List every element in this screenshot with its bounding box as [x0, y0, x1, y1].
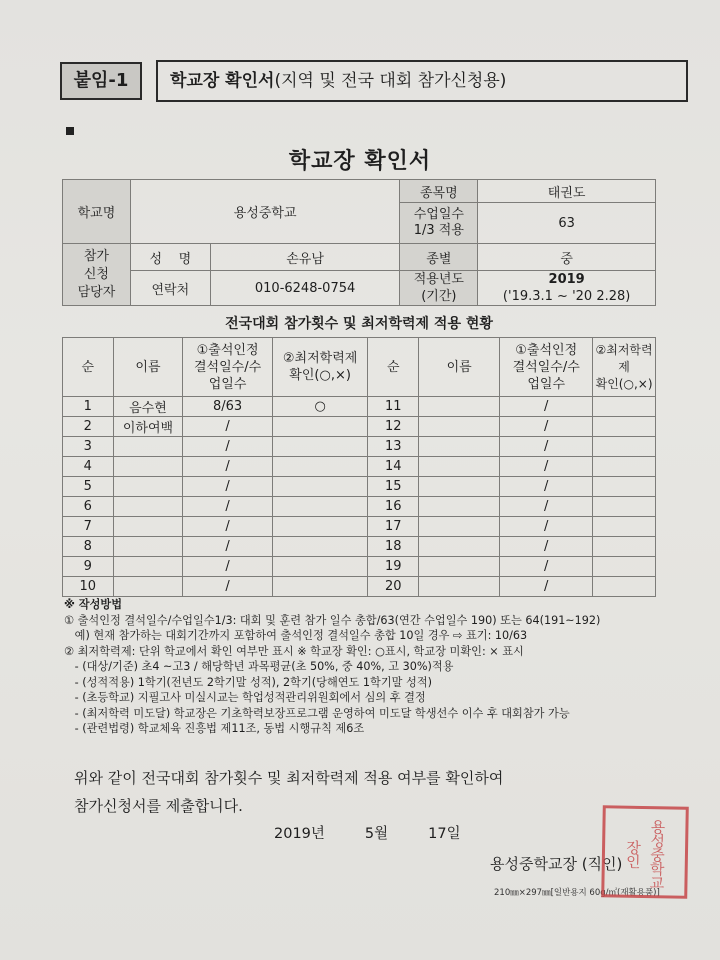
note-line: - (성적적용) 1학기(전년도 2학기말 성적), 2학기(당해연도 1학기말 성적) — [64, 675, 432, 689]
square-bullet-icon — [66, 127, 74, 135]
row-attendance: / — [183, 497, 273, 517]
note-line: - (초등학교) 지필고사 미실시교는 학업성적관리위원회에서 심의 후 결정 — [64, 691, 426, 704]
row-name: 음수현 — [113, 397, 183, 417]
row-no: 19 — [368, 557, 419, 577]
row-no: 17 — [368, 517, 419, 537]
table-row — [63, 437, 656, 457]
row-name — [419, 497, 500, 517]
row-name — [113, 437, 183, 457]
row-attendance: / — [183, 437, 273, 457]
row-min-academic — [272, 457, 368, 477]
writing-instructions — [64, 597, 704, 737]
name-label: 성 명 — [130, 244, 210, 271]
col-attendance: ①출석인정 결석일수/수 업일수 — [500, 338, 593, 397]
row-no: 18 — [368, 537, 419, 557]
days-value: 63 — [478, 203, 656, 244]
row-attendance: / — [183, 417, 273, 437]
attachment-header — [60, 60, 688, 102]
event-value: 태권도 — [478, 180, 656, 203]
row-name — [419, 477, 500, 497]
note-line: 예) 현재 참가하는 대회기간까지 포함하여 출석인정 결석일수 총합 10일 경우 ⇨ 표기: 10/63 — [64, 629, 528, 642]
attachment-title — [156, 60, 688, 102]
seal-text: 용성중학교장인 — [623, 819, 667, 890]
row-no: 3 — [63, 437, 114, 457]
row-attendance: / — [500, 557, 593, 577]
table-header-row — [63, 338, 656, 397]
col-no: 순 — [368, 338, 419, 397]
name-value: 손유남 — [210, 244, 400, 271]
date-year: 2019년 — [274, 826, 325, 842]
row-name — [419, 397, 500, 417]
row-no: 13 — [368, 437, 419, 457]
row-min-academic: ○ — [272, 397, 368, 417]
row-no: 11 — [368, 397, 419, 417]
row-no: 10 — [63, 577, 114, 597]
row-min-academic — [593, 517, 656, 537]
table-row — [63, 537, 656, 557]
paper-spec: 210㎜×297㎜[일반용지 60g/㎡(재활용품)] — [494, 888, 660, 898]
row-name — [113, 537, 183, 557]
col-name: 이름 — [419, 338, 500, 397]
row-min-academic — [272, 497, 368, 517]
note-line: ① 출석인정 결석일수/수업일수1/3: 대회 및 훈련 참가 일수 총합/63(연간 수업일수 190) 또는 64(191~192) — [64, 613, 601, 627]
row-name — [419, 437, 500, 457]
row-min-academic — [272, 557, 368, 577]
row-name — [419, 457, 500, 477]
year-value: 2019 — [548, 272, 585, 287]
row-min-academic — [593, 577, 656, 597]
attachment-tag: 붙임-1 — [60, 62, 142, 100]
row-min-academic — [593, 477, 656, 497]
row-min-academic — [593, 437, 656, 457]
level-value: 중 — [478, 244, 656, 271]
table-row — [63, 557, 656, 577]
closing-line-2: 참가신청서를 제출합니다. — [74, 797, 243, 815]
row-min-academic — [593, 537, 656, 557]
section-title: 전국대회 참가횟수 및 최저학력제 적용 현황 — [225, 316, 493, 332]
participation-table — [62, 337, 656, 597]
row-attendance: / — [183, 557, 273, 577]
note-line: - (대상/기준) 초4 ~고3 / 해당학년 과목평균(초 50%, 중 40%, 고 30%)적용 — [64, 660, 454, 673]
row-name — [113, 497, 183, 517]
row-attendance: / — [183, 537, 273, 557]
row-no: 8 — [63, 537, 114, 557]
row-attendance: / — [500, 577, 593, 597]
row-attendance: / — [500, 477, 593, 497]
official-seal-icon — [601, 805, 689, 898]
row-name — [419, 577, 500, 597]
row-attendance: / — [500, 457, 593, 477]
col-attendance: ①출석인정 결석일수/수 업일수 — [183, 338, 273, 397]
row-name — [419, 537, 500, 557]
row-min-academic — [593, 417, 656, 437]
phone-value: 010-6248-0754 — [210, 271, 400, 306]
row-attendance: / — [500, 537, 593, 557]
phone-label: 연락처 — [130, 271, 210, 306]
row-no: 4 — [63, 457, 114, 477]
row-min-academic — [593, 397, 656, 417]
table-row — [63, 477, 656, 497]
row-min-academic — [272, 537, 368, 557]
table-row — [63, 517, 656, 537]
row-min-academic — [272, 437, 368, 457]
contact-group-label: 참가 신청 담당자 — [63, 244, 131, 306]
col-min-academic: ②최저학력제 확인(○,×) — [593, 338, 656, 397]
row-min-academic — [272, 417, 368, 437]
principal-signature: 용성중학교장 (직인) — [490, 855, 623, 873]
note-line: - (관련법령) 학교체육 진흥법 제11조, 동법 시행규칙 제6조 — [64, 722, 365, 735]
row-min-academic — [593, 497, 656, 517]
school-name: 용성중학교 — [130, 180, 400, 244]
row-no: 16 — [368, 497, 419, 517]
event-label: 종목명 — [400, 180, 478, 203]
row-min-academic — [272, 577, 368, 597]
col-name: 이름 — [113, 338, 183, 397]
closing-line-1: 위와 같이 전국대회 참가횟수 및 최저학력제 적용 여부를 확인하여 — [74, 769, 504, 787]
date-day: 17일 — [428, 826, 461, 842]
row-no: 20 — [368, 577, 419, 597]
table-row — [63, 497, 656, 517]
row-name — [419, 517, 500, 537]
date-month: 5월 — [364, 826, 389, 842]
row-no: 6 — [63, 497, 114, 517]
row-no: 15 — [368, 477, 419, 497]
row-min-academic — [593, 557, 656, 577]
note-line: ② 최저학력제: 단위 학교에서 확인 여부만 표시 ※ 학교장 확인: ○표시, 학교장 미확인: × 표시 — [64, 644, 524, 658]
col-min-academic: ②최저학력제 확인(○,×) — [272, 338, 368, 397]
row-attendance: 8/63 — [183, 397, 273, 417]
table-row — [63, 397, 656, 417]
year-label: 적용년도 (기간) — [400, 271, 478, 306]
row-no: 14 — [368, 457, 419, 477]
row-no: 7 — [63, 517, 114, 537]
col-no: 순 — [63, 338, 114, 397]
row-min-academic — [272, 517, 368, 537]
row-name — [113, 457, 183, 477]
row-attendance: / — [500, 497, 593, 517]
table-row — [63, 457, 656, 477]
school-info-table — [62, 179, 656, 306]
note-line: - (최저학력 미도달) 학교장은 기초학력보장프로그램 운영하여 미도달 학생선수 이수 후 대회참가 가능 — [64, 706, 570, 720]
note-line: ※ 작성방법 — [64, 598, 122, 611]
year-cell — [478, 271, 656, 306]
row-name — [419, 417, 500, 437]
row-attendance: / — [500, 437, 593, 457]
row-name — [419, 557, 500, 577]
row-name — [113, 477, 183, 497]
row-attendance: / — [500, 397, 593, 417]
row-min-academic — [593, 457, 656, 477]
row-name — [113, 577, 183, 597]
row-attendance: / — [183, 517, 273, 537]
row-no: 9 — [63, 557, 114, 577]
row-min-academic — [272, 477, 368, 497]
row-attendance: / — [183, 457, 273, 477]
row-name — [113, 517, 183, 537]
row-attendance: / — [500, 417, 593, 437]
row-no: 2 — [63, 417, 114, 437]
row-attendance: / — [500, 517, 593, 537]
date — [274, 822, 501, 843]
row-no: 1 — [63, 397, 114, 417]
row-name — [113, 557, 183, 577]
table-row — [63, 577, 656, 597]
document-title: 학교장 확인서 — [288, 149, 432, 174]
attachment-title-bold: 학교장 확인서 — [170, 71, 275, 91]
row-attendance: / — [183, 477, 273, 497]
year-period: ('19.3.1 ~ '20 2.28) — [502, 289, 631, 304]
row-attendance: / — [183, 577, 273, 597]
attachment-title-rest: (지역 및 전국 대회 참가신청용) — [274, 71, 507, 91]
row-no: 5 — [63, 477, 114, 497]
row-name: 이하여백 — [113, 417, 183, 437]
level-label: 종별 — [400, 244, 478, 271]
table-row — [63, 417, 656, 437]
row-no: 12 — [368, 417, 419, 437]
days-label: 수업일수 1/3 적용 — [400, 203, 478, 244]
school-label: 학교명 — [63, 180, 131, 244]
table-body — [63, 397, 656, 597]
